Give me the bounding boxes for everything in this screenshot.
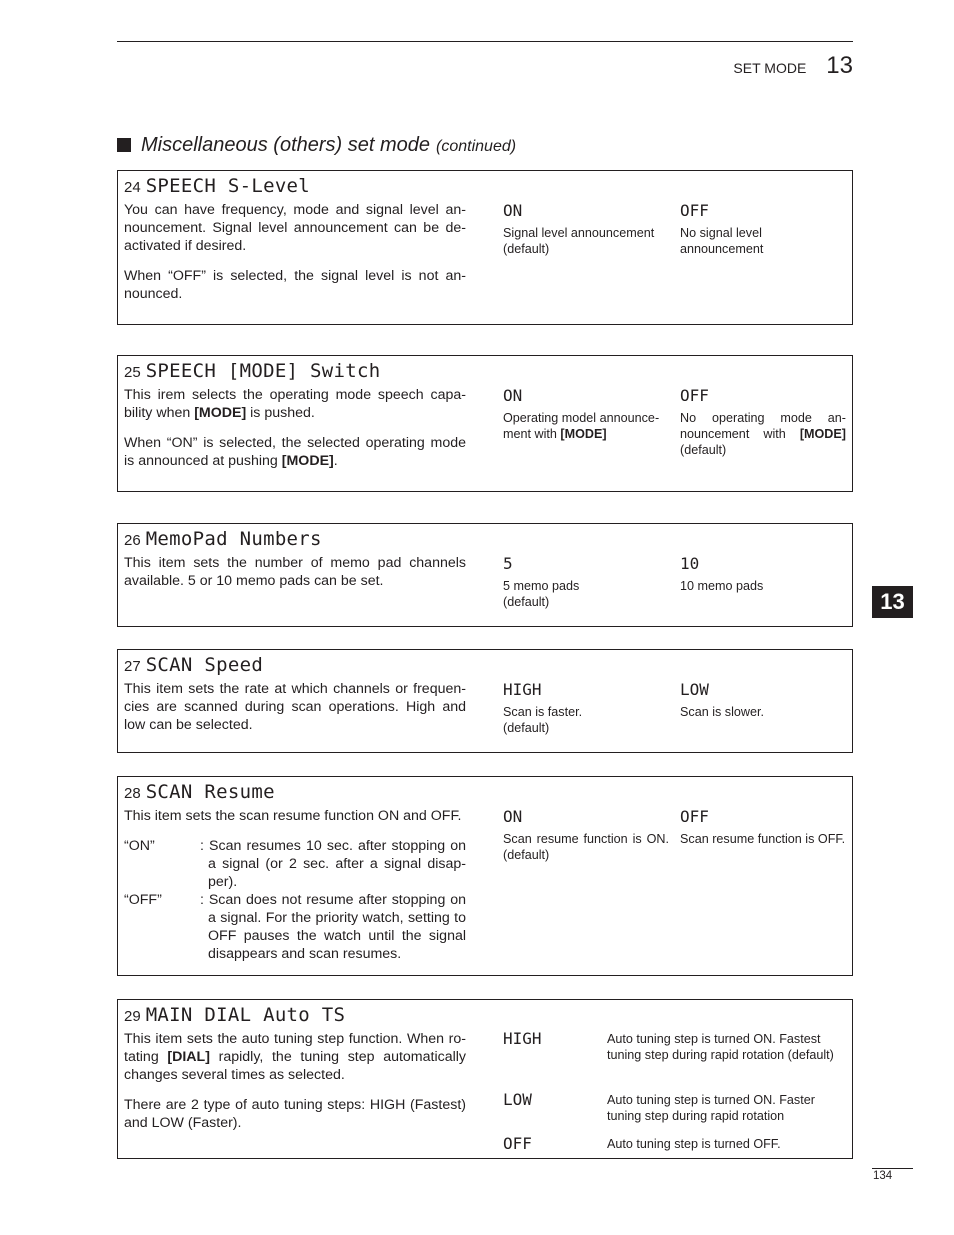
set-item-29 — [117, 999, 853, 1159]
description-paragraph: This item sets the auto tuning step function. When rotating [DIAL] rapidly, the tuning step automatically changes several times as selected. — [124, 1031, 466, 1083]
chapter-tab: 13 — [872, 586, 913, 618]
item-number: 25 — [124, 364, 141, 381]
item-number: 26 — [124, 532, 141, 549]
option-10 — [680, 554, 846, 594]
description-paragraph: You can have frequency, mode and signal level announcement. Signal level announcement can be deactivated if desired. — [124, 202, 466, 254]
option-low — [503, 1090, 847, 1124]
description-paragraph: This item sets the rate at which channels or frequencies are scanned during scan operations. High and low can be selected. — [124, 681, 466, 733]
option-off — [680, 807, 846, 847]
item-name: MemoPad Numbers — [145, 528, 322, 550]
option-description: Auto tuning step is turned ON. Faster tuning step during rapid rotation — [607, 1093, 815, 1123]
item-description — [124, 386, 466, 482]
option-on — [503, 201, 669, 257]
option-label: 10 — [680, 554, 700, 573]
item-title — [124, 654, 263, 676]
item-description — [124, 807, 466, 963]
item-description — [124, 1030, 466, 1144]
option-description: Auto tuning step is turned ON. Fastest tuning step during rapid rotation (default) — [607, 1032, 834, 1062]
square-bullet-icon — [117, 138, 131, 152]
description-paragraph: When “ON” is selected, the selected operating mode is announced at pushing [MODE]. — [124, 435, 466, 469]
item-description — [124, 554, 466, 602]
item-number: 29 — [124, 1008, 141, 1025]
option-high — [503, 680, 669, 736]
option-label: LOW — [503, 1090, 532, 1109]
option-label: OFF — [680, 807, 709, 826]
option-description: Signal level announcement (default) — [503, 226, 655, 256]
description-paragraph: This item sets the number of memo pad channels available. 5 or 10 memo pads can be set. — [124, 555, 466, 589]
page-number-rule — [872, 1168, 913, 1169]
item-description — [124, 680, 466, 746]
item-number: 28 — [124, 785, 141, 802]
option-label: ON — [503, 807, 523, 826]
definition-row — [124, 891, 466, 963]
option-label: OFF — [680, 201, 709, 220]
option-off — [680, 201, 846, 257]
option-5 — [503, 554, 669, 610]
item-name: SCAN Resume — [145, 781, 275, 803]
section-heading-text: Miscellaneous (others) set mode — [141, 134, 431, 156]
option-description: Scan resume function is OFF. — [680, 832, 846, 846]
option-label: LOW — [680, 680, 709, 699]
item-number: 24 — [124, 179, 141, 196]
item-description — [124, 201, 466, 315]
option-description: 10 memo pads — [680, 579, 764, 593]
item-title — [124, 360, 380, 382]
option-label: OFF — [680, 386, 709, 405]
description-paragraph: This item sets the scan resume function ON and OFF. — [124, 808, 462, 824]
option-label: HIGH — [503, 680, 542, 699]
description-paragraph: There are 2 type of auto tuning steps: HIGH (Fastest) and LOW (Faster). — [124, 1097, 466, 1131]
option-label: HIGH — [503, 1029, 542, 1048]
option-low — [680, 680, 846, 720]
option-label: ON — [503, 201, 523, 220]
item-name: SPEECH S-Level — [145, 175, 311, 197]
option-description: Scan resume function is ON. (default) — [503, 832, 669, 862]
option-description: Scan is faster. (default) — [503, 705, 583, 735]
set-item-28 — [117, 776, 853, 976]
item-name: SCAN Speed — [145, 654, 264, 676]
option-label: OFF — [503, 1134, 532, 1153]
section-heading — [117, 134, 516, 157]
definition-key: “ON” — [124, 838, 155, 854]
definition-key: “OFF” — [124, 892, 162, 908]
description-paragraph: When “OFF” is selected, the signal level is not announced. — [124, 268, 466, 302]
option-description: No signal level announcement — [680, 226, 764, 256]
definition-value: : Scan resumes 10 sec. after stopping on a signal (or 2 sec. after a signal disapper). — [200, 838, 466, 890]
header-section-title: SET MODE — [733, 60, 807, 76]
top-rule — [117, 41, 853, 42]
item-title — [124, 528, 322, 550]
set-item-26 — [117, 523, 853, 627]
page-header — [733, 52, 853, 80]
set-item-27 — [117, 649, 853, 753]
option-off — [680, 386, 846, 458]
item-title — [124, 175, 310, 197]
header-chapter-number: 13 — [826, 52, 853, 79]
option-label: 5 — [503, 554, 513, 573]
option-on — [503, 807, 669, 863]
set-item-24 — [117, 170, 853, 325]
option-label: ON — [503, 386, 523, 405]
section-heading-continued: (continued) — [436, 138, 517, 155]
definition-value: : Scan does not resume after stopping on a signal. For the priority watch, setting to OFF pauses the watch until the signal disappears and scan resumes. — [200, 892, 466, 962]
option-description: No operating mode announcement with [MODE] (default) — [680, 411, 846, 457]
set-item-25 — [117, 355, 853, 492]
option-description: Auto tuning step is turned OFF. — [607, 1137, 781, 1151]
item-name: MAIN DIAL Auto TS — [145, 1004, 346, 1026]
option-on — [503, 386, 669, 442]
option-description: 5 memo pads (default) — [503, 579, 580, 609]
option-description: Operating model announcement with [MODE] — [503, 411, 660, 441]
definition-row — [124, 837, 466, 891]
option-high — [503, 1029, 847, 1063]
item-name: SPEECH [MODE] Switch — [145, 360, 381, 382]
item-number: 27 — [124, 658, 141, 675]
page-number: 134 — [873, 1170, 893, 1182]
item-title — [124, 1004, 345, 1026]
item-title — [124, 781, 275, 803]
option-description: Scan is slower. — [680, 705, 764, 719]
option-off — [503, 1134, 847, 1153]
description-paragraph: This irem selects the operating mode speech capability when [MODE] is pushed. — [124, 387, 466, 421]
